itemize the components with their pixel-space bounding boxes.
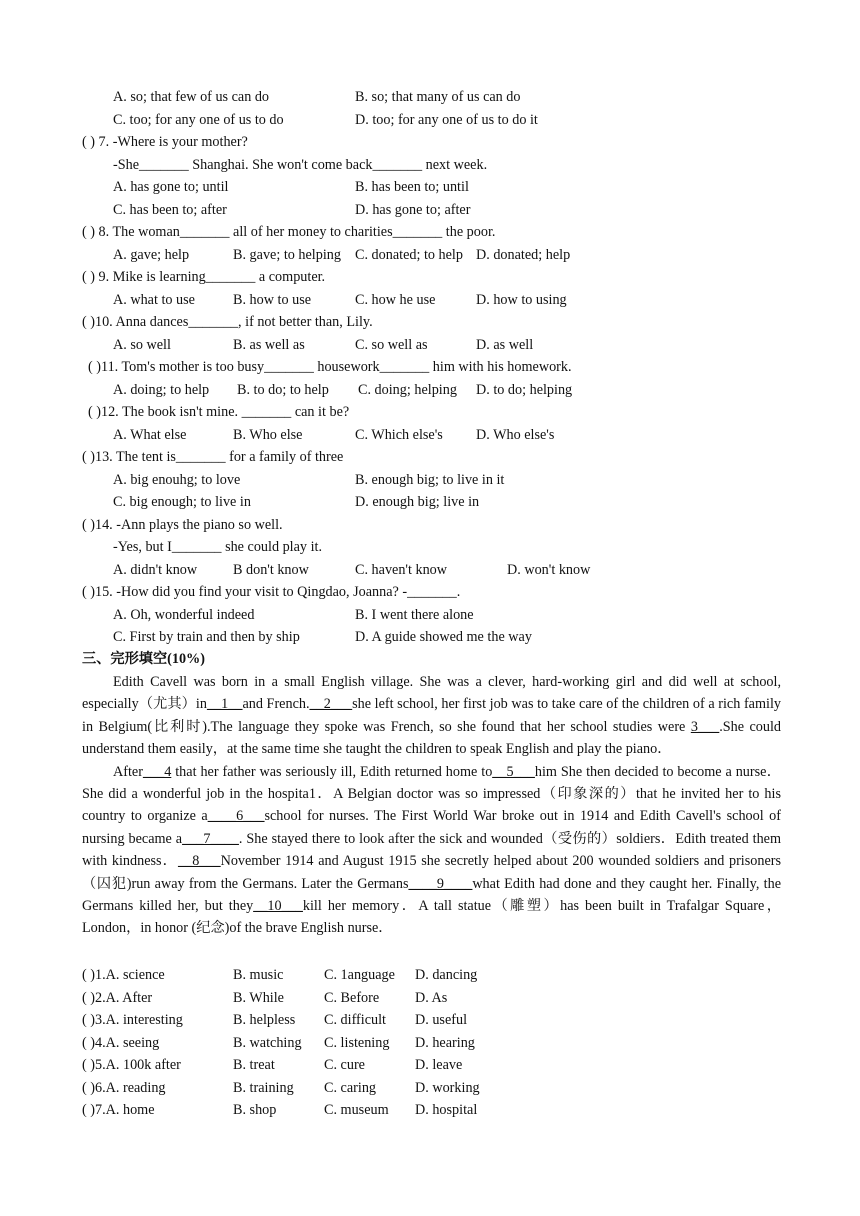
- passage-paragraph-2: After___4 that her father was seriously ill, Edith returned home to__5___him She then decided to become a nurse．She did a wonderful job in the hospita1．A Belgian doctor was so impressed（印象深的）that he invited her to his country to organize a____6___school for nurses. The First World War broke out in 1914 and Edith Cavell's school of nursing became a___7____. She stayed there to look after the sick and wounded（受伤的）soldiers．Edith treated them with kindness．__8___November 1914 and August 1915 she secretly helped about 200 wounded soldiers and prisoners（囚犯)run away from the Germans. Later the Germans____9____what Edith had done and they caught her. Finally, the Germans killed her, but they__10___kill her memory．A tall statue（雕塑）has been built in Trafalgar Square，London，in honor (纪念)of the brave English nurse．: [82, 763, 782, 937]
- cloze-option: B. While: [233, 989, 284, 1006]
- question-stem: [0, 446, 860, 468]
- cloze-option: D. useful: [415, 1012, 468, 1028]
- answer-option: B. Who else: [233, 426, 303, 443]
- answer-options: [0, 469, 860, 491]
- cloze-option: D. leave: [415, 1057, 463, 1073]
- cloze-question-option-a: ( )3.A. interesting: [82, 1012, 183, 1028]
- answer-options: [0, 559, 860, 581]
- cloze-question-row: [0, 1077, 860, 1099]
- blank-6: ____6___: [207, 808, 265, 825]
- answer-option: B. so; that many of us can do: [355, 89, 521, 105]
- answer-options: [0, 626, 860, 648]
- question-stem: [0, 514, 860, 536]
- blank-10: __10___: [253, 898, 303, 915]
- question-text: ( )11. Tom's mother is too busy_______ housework_______ him with his homework.: [88, 359, 572, 375]
- question-text: ( ) 9. Mike is learning_______ a computer.: [82, 269, 326, 285]
- cloze-question-row: [0, 1054, 860, 1076]
- cloze-passage: [82, 671, 781, 940]
- answer-options: [0, 109, 860, 131]
- cloze-option: C. 1anguage: [324, 967, 395, 983]
- answer-options: [0, 491, 860, 513]
- question-text: ( )13. The tent is_______ for a family of three: [82, 449, 344, 465]
- cloze-question-row: [0, 1009, 860, 1031]
- blank-5: __5___: [492, 763, 535, 780]
- cloze-option: C. listening: [324, 1034, 390, 1051]
- cloze-question-option-a: ( )7.A. home: [82, 1102, 155, 1118]
- blank-7: ___7____: [182, 830, 239, 847]
- cloze-option: B. watching: [233, 1034, 302, 1051]
- answer-options: [0, 424, 860, 446]
- answer-options: [0, 199, 860, 221]
- section-title-text: 三、完形填空(10%): [82, 651, 205, 667]
- answer-option: D. as well: [476, 336, 534, 353]
- question-stem: [0, 131, 860, 153]
- answer-options: [0, 334, 860, 356]
- blank-2: __2___: [309, 696, 353, 713]
- cloze-option: B. training: [233, 1079, 294, 1096]
- question-text: -Yes, but I_______ she could play it.: [113, 539, 322, 555]
- answer-option: C. Which else's: [355, 426, 443, 443]
- answer-option: C. so well as: [355, 336, 428, 353]
- answer-option: D. to do; helping: [476, 381, 573, 398]
- question-stem: [0, 311, 860, 333]
- blank-4: ___4: [142, 763, 172, 780]
- answer-option: C. haven't know: [355, 561, 448, 578]
- answer-option: C. has been to; after: [113, 201, 227, 218]
- answer-option: A. doing; to help: [113, 381, 210, 398]
- answer-options: [0, 289, 860, 311]
- answer-option: A. so; that few of us can do: [113, 89, 270, 105]
- answer-option: D. Who else's: [476, 426, 555, 443]
- cloze-option: C. museum: [324, 1102, 389, 1118]
- cloze-option: D. dancing: [415, 967, 478, 983]
- answer-option: C. donated; to help: [355, 246, 463, 263]
- cloze-question-option-a: ( )1.A. science: [82, 967, 165, 983]
- cloze-option: D. hearing: [415, 1034, 475, 1051]
- passage-paragraph-1: Edith Cavell was born in a small English village. She was a clever, hard-working girl and did well at school, especially（尤其）in__1__and French.__2___she left school, her first job was to take care of the children of a rich family in Belgium(比利时).The language they spoke was French, so she found that her school studies were 3___.She could understand them easily，at the same time she taught the children to speak English and play the piano．: [82, 674, 781, 758]
- question-continuation: [0, 536, 860, 558]
- answer-options: [0, 379, 860, 401]
- answer-option: D. donated; help: [476, 246, 571, 263]
- cloze-option: B. shop: [233, 1102, 277, 1118]
- question-text: ( ) 8. The woman_______ all of her money to charities_______ the poor.: [82, 224, 496, 240]
- question-text: ( )10. Anna dances_______, if not better than, Lily.: [82, 314, 373, 330]
- blank-3: 3___: [690, 718, 720, 735]
- section-title: [0, 648, 860, 670]
- answer-option: C. how he use: [355, 291, 436, 308]
- question-stem: [0, 221, 860, 243]
- blank-1: __1__: [206, 696, 243, 713]
- answer-option: A. has gone to; until: [113, 179, 229, 195]
- answer-option: A. didn't know: [113, 561, 198, 578]
- answer-option: D. A guide showed me the way: [355, 629, 532, 645]
- cloze-question-option-a: ( )4.A. seeing: [82, 1034, 160, 1051]
- answer-option: D. won't know: [507, 561, 591, 578]
- answer-options: [0, 244, 860, 266]
- answer-option: B. has been to; until: [355, 179, 469, 195]
- answer-option: A. gave; help: [113, 246, 190, 263]
- cloze-option: C. cure: [324, 1057, 365, 1073]
- blank-9: ____9____: [408, 875, 473, 892]
- cloze-question-row: [0, 964, 860, 986]
- cloze-option: D. hospital: [415, 1102, 478, 1118]
- question-stem: [0, 401, 860, 423]
- answer-options: [0, 604, 860, 626]
- cloze-option: D. working: [415, 1079, 480, 1096]
- answer-option: A. what to use: [113, 291, 195, 308]
- cloze-question-option-a: ( )6.A. reading: [82, 1079, 166, 1096]
- answer-options: [0, 86, 860, 108]
- cloze-option: D. As: [415, 989, 448, 1006]
- answer-option: D. how to using: [476, 291, 567, 308]
- answer-option: B. to do; to help: [237, 381, 329, 398]
- cloze-question-row: [0, 1032, 860, 1054]
- question-stem: [0, 581, 860, 603]
- answer-options: [0, 176, 860, 198]
- answer-option: A. What else: [113, 426, 187, 443]
- cloze-question-option-a: ( )5.A. 100k after: [82, 1057, 181, 1073]
- question-stem: [0, 356, 860, 378]
- answer-option: C. First by train and then by ship: [113, 629, 300, 645]
- cloze-option: C. Before: [324, 989, 380, 1006]
- question-text: ( )14. -Ann plays the piano so well.: [82, 516, 283, 533]
- answer-option: A. big enouhg; to love: [113, 471, 241, 488]
- cloze-option: B. helpless: [233, 1012, 296, 1028]
- question-text: ( ) 7. -Where is your mother?: [82, 134, 248, 150]
- cloze-option: B. music: [233, 967, 284, 983]
- question-text: ( )15. -How did you find your visit to Qingdao, Joanna? -_______.: [82, 584, 461, 600]
- answer-option: D. enough big; live in: [355, 494, 480, 510]
- question-continuation: [0, 154, 860, 176]
- question-text: -She_______ Shanghai. She won't come back_______ next week.: [113, 156, 488, 173]
- cloze-question-option-a: ( )2.A. After: [82, 989, 153, 1006]
- answer-option: B. gave; to helping: [233, 246, 341, 263]
- cloze-option: B. treat: [233, 1057, 275, 1073]
- cloze-question-row: [0, 987, 860, 1009]
- question-text: ( )12. The book isn't mine. _______ can it be?: [88, 404, 350, 420]
- answer-option: D. has gone to; after: [355, 201, 471, 218]
- answer-option: A. so well: [113, 336, 171, 353]
- answer-option: A. Oh, wonderful indeed: [113, 606, 255, 623]
- answer-option: C. doing; helping: [358, 381, 457, 398]
- cloze-question-row: [0, 1099, 860, 1121]
- answer-option: B don't know: [233, 561, 309, 578]
- answer-option: B. as well as: [233, 336, 305, 353]
- answer-option: B. enough big; to live in it: [355, 471, 505, 488]
- answer-option: D. too; for any one of us to do it: [355, 111, 538, 128]
- blank-8: __8___: [178, 853, 221, 870]
- cloze-option: C. caring: [324, 1079, 377, 1096]
- answer-option: C. too; for any one of us to do: [113, 111, 284, 128]
- cloze-option: C. difficult: [324, 1012, 387, 1028]
- answer-option: B. how to use: [233, 291, 312, 308]
- answer-option: C. big enough; to live in: [113, 494, 251, 510]
- answer-option: B. I went there alone: [355, 606, 474, 623]
- question-stem: [0, 266, 860, 288]
